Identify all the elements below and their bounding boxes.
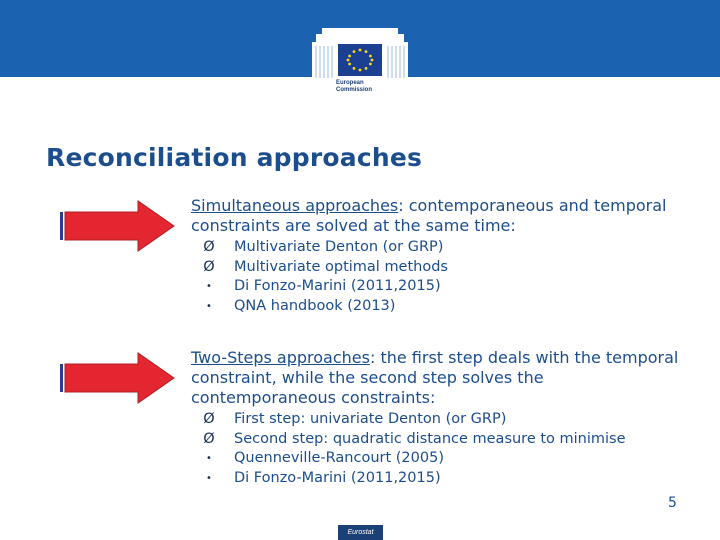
two-steps-approaches-section bbox=[191, 348, 691, 488]
list-item-text: Multivariate Denton (or GRP) bbox=[234, 239, 444, 255]
list-item-text: First step: univariate Denton (or GRP) bbox=[234, 411, 507, 427]
arrow-bullet-icon: Ø bbox=[203, 430, 215, 447]
logo-caption bbox=[336, 80, 396, 94]
simultaneous-approaches-section bbox=[191, 196, 691, 316]
section-heading: Simultaneous approaches bbox=[191, 196, 399, 215]
list-item bbox=[191, 430, 691, 450]
eurostat-badge: Eurostat bbox=[338, 525, 383, 540]
slide-title: Reconciliation approaches bbox=[46, 143, 423, 172]
page-number: 5 bbox=[668, 495, 677, 511]
arrow-bullet-icon: Ø bbox=[203, 258, 215, 275]
bullet-list bbox=[191, 238, 691, 316]
section-lead bbox=[191, 196, 691, 236]
dot-bullet-icon: • bbox=[206, 453, 212, 464]
logo-caption-line2: Commission bbox=[336, 87, 373, 93]
arrow-bullet-icon: Ø bbox=[203, 411, 215, 427]
list-item-text: Di Fonzo-Marini (2011,2015) bbox=[234, 469, 441, 486]
section-description: : the first step deals with the temporal constraint, while the second step solves the contemporaneous constraints: bbox=[191, 348, 679, 407]
section-heading: Two-Steps approaches bbox=[191, 348, 370, 367]
section-description: : contemporaneous and temporal constraints are solved at the same time: bbox=[191, 196, 667, 235]
list-item bbox=[191, 297, 691, 317]
logo-caption-line1: European bbox=[336, 80, 364, 86]
list-item bbox=[191, 277, 691, 297]
list-item-text: Multivariate optimal methods bbox=[234, 258, 448, 275]
list-item bbox=[191, 410, 691, 430]
list-item-text: Di Fonzo-Marini (2011,2015) bbox=[234, 278, 441, 294]
list-item-text: Second step: quadratic distance measure to minimise bbox=[234, 430, 626, 447]
arrow-bullet-icon: Ø bbox=[203, 239, 215, 255]
list-item bbox=[191, 258, 691, 278]
list-item bbox=[191, 449, 691, 469]
dot-bullet-icon: • bbox=[206, 300, 212, 312]
section-lead bbox=[191, 348, 691, 408]
right-arrow-icon bbox=[58, 199, 176, 253]
dot-bullet-icon: • bbox=[206, 281, 212, 292]
bullet-list bbox=[191, 410, 691, 488]
list-item-text: Quenneville-Rancourt (2005) bbox=[234, 450, 444, 466]
dot-bullet-icon: • bbox=[206, 472, 212, 484]
right-arrow-icon bbox=[58, 351, 176, 405]
list-item bbox=[191, 238, 691, 258]
list-item bbox=[191, 469, 691, 489]
list-item-text: QNA handbook (2013) bbox=[234, 297, 396, 314]
